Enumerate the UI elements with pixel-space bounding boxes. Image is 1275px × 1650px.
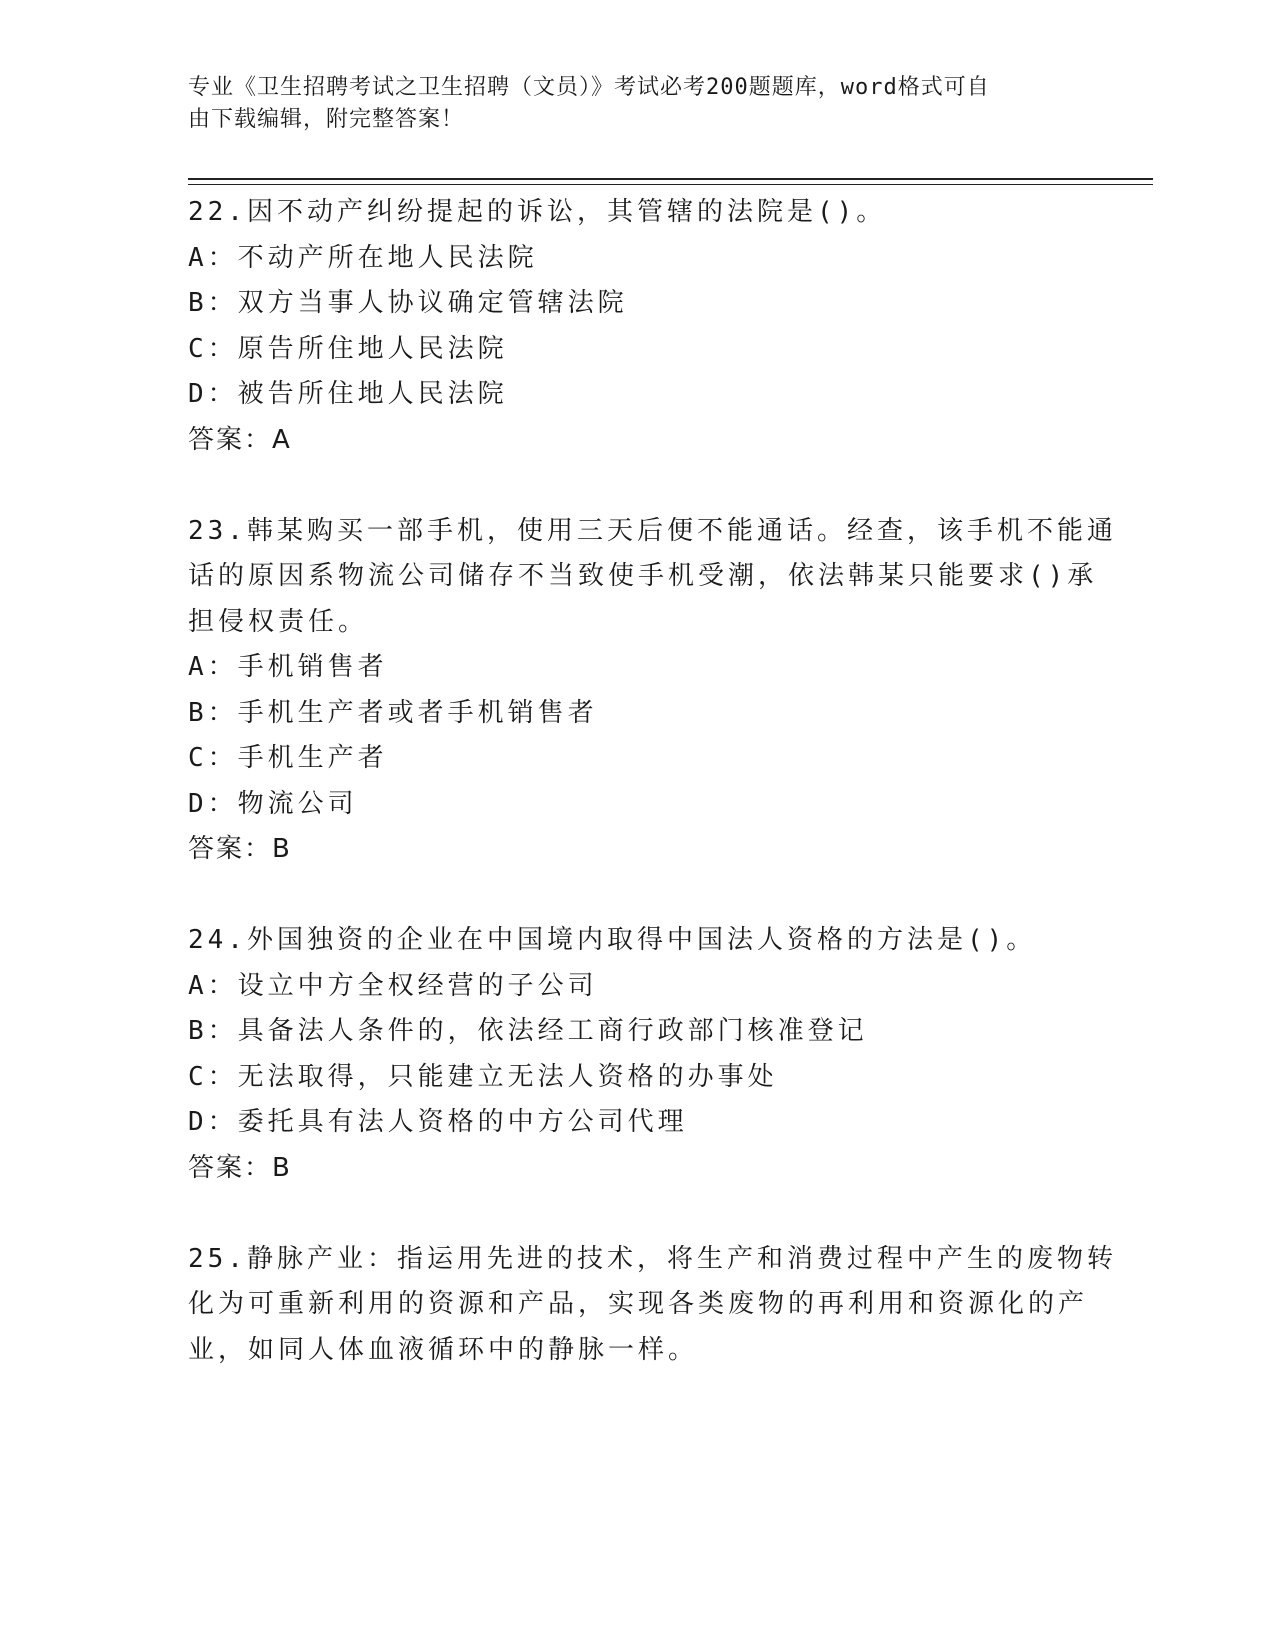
option-c: C：手机生产者 bbox=[188, 743, 388, 773]
option-b: B：双方当事人协议确定管辖法院 bbox=[188, 288, 628, 318]
option-b: B：手机生产者或者手机销售者 bbox=[188, 697, 598, 728]
question-24 bbox=[188, 918, 1078, 1191]
answer-line: 答案：B bbox=[188, 834, 292, 864]
question-text-line-2: 化为可重新利用的资源和产品，实现各类废物的再利用和资源化的产 bbox=[188, 1289, 1089, 1319]
question-list bbox=[188, 190, 1117, 1373]
spacer bbox=[188, 463, 1078, 509]
option-b: B：具备法人条件的，依法经工商行政部门核准登记 bbox=[188, 1016, 868, 1046]
option-c: C：无法取得，只能建立无法人资格的办事处 bbox=[188, 1061, 778, 1092]
document-header bbox=[188, 72, 1068, 136]
option-d: D：物流公司 bbox=[188, 788, 358, 819]
header-line-2: 由下载编辑，附完整答案！ bbox=[188, 107, 465, 132]
question-text-line-3: 业，如同人体血液循环中的静脉一样。 bbox=[188, 1334, 699, 1365]
spacer bbox=[188, 873, 1078, 919]
spacer bbox=[188, 1191, 1078, 1237]
question-25 bbox=[188, 1237, 1117, 1374]
question-text: 24.外国独资的企业在中国境内取得中国法人资格的方法是()。 bbox=[188, 925, 1037, 955]
question-23 bbox=[188, 509, 1117, 873]
question-text-line-3: 担侵权责任。 bbox=[188, 606, 369, 637]
header-divider-thick bbox=[188, 178, 1153, 180]
option-a: A：设立中方全权经营的子公司 bbox=[188, 970, 598, 1001]
option-a: A：手机销售者 bbox=[188, 652, 388, 682]
header-line-1: 专业《卫生招聘考试之卫生招聘（文员）》考试必考200题题库，word格式可自 bbox=[188, 75, 990, 100]
option-d: D：委托具有法人资格的中方公司代理 bbox=[188, 1107, 688, 1137]
question-text-line-2: 话的原因系物流公司储存不当致使手机受潮，依法韩某只能要求()承 bbox=[188, 561, 1098, 591]
question-22 bbox=[188, 190, 1078, 463]
question-text: 22.因不动产纠纷提起的诉讼，其管辖的法院是()。 bbox=[188, 197, 887, 227]
option-c: C：原告所住地人民法院 bbox=[188, 333, 508, 364]
question-text-line-1: 23.韩某购买一部手机，使用三天后便不能通话。经查，该手机不能通 bbox=[188, 515, 1117, 546]
option-a: A：不动产所在地人民法院 bbox=[188, 242, 538, 273]
option-d: D：被告所住地人民法院 bbox=[188, 379, 508, 409]
answer-line: 答案：B bbox=[188, 1152, 292, 1183]
question-text-line-1: 25.静脉产业：指运用先进的技术，将生产和消费过程中产生的废物转 bbox=[188, 1243, 1117, 1274]
header-divider-thin bbox=[188, 184, 1153, 185]
answer-line: 答案：A bbox=[188, 424, 292, 455]
